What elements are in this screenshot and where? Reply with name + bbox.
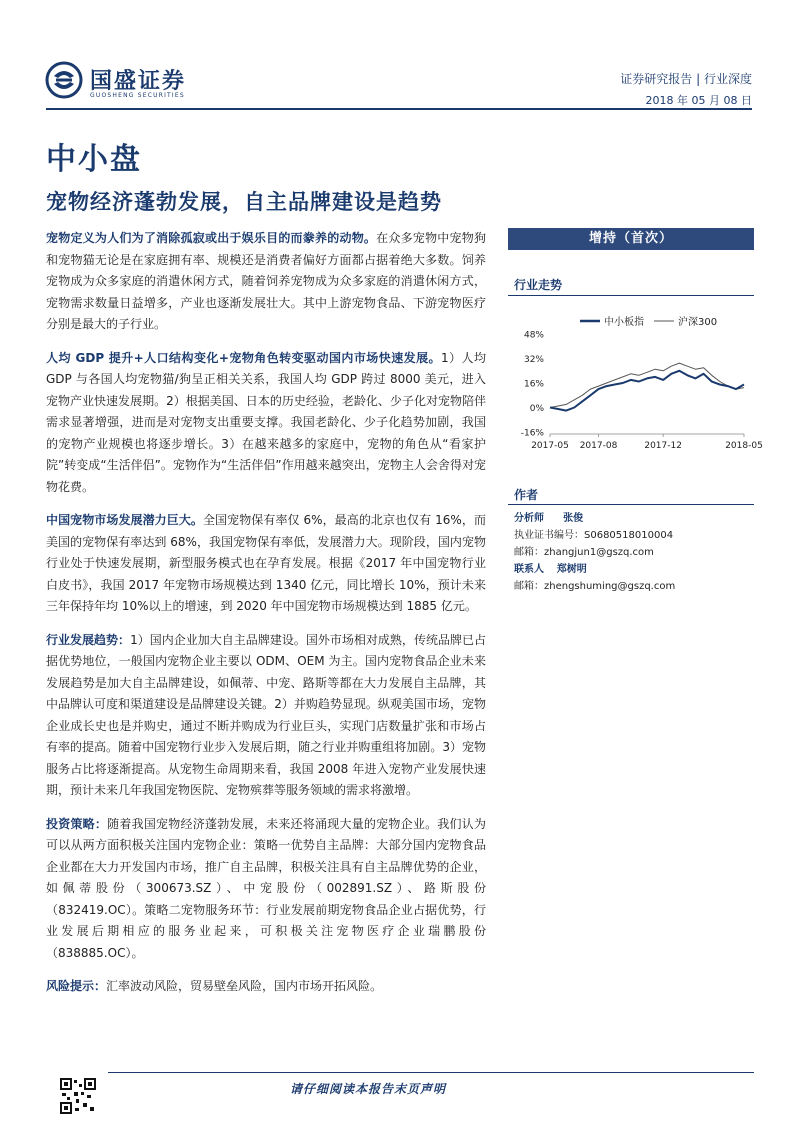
analyst-email-row: [514, 544, 754, 561]
paragraph-text: 1）人均 GDP 与各国人均宠物猫/狗呈正相关关系，我国人均 GDP 跨过 8000 美元，进入宠物产业快速发展期。2）根据美国、日本的历史经验，老龄化、少子化对宠物陪伴需求显著增强，进而是对宠物支出重要支撑。我国老龄化、少子化趋势加剧，我国的宠物产业规模也将逐步增长。3）在越来越多的家庭中，宠物的角色从“看家护院”转变成“生活伴侣”。宠物作为“生活伴侣”作用越来越突出，宠物主人会舍得对宠物花费。: [46, 350, 486, 494]
email-label: 邮箱：: [514, 581, 544, 592]
author-info: [514, 510, 754, 595]
brand-name-en: GUOSHENG SECURITIES: [90, 92, 185, 99]
paragraph-potential: [46, 510, 486, 618]
author-title: 作者: [514, 488, 539, 502]
paragraph-lead: 人均 GDP 提升+人口结构变化+宠物角色转变驱动国内市场快速发展。: [46, 350, 442, 365]
paragraph-lead: 行业发展趋势：: [46, 632, 131, 647]
contact-email-row: [514, 578, 754, 595]
industry-trend-chart: [508, 304, 763, 454]
cert-row: [514, 527, 754, 544]
trend-title: 行业走势: [514, 278, 563, 292]
guosheng-logo-icon: [46, 62, 82, 98]
report-type: 证券研究报告: [620, 72, 693, 86]
paragraph-drivers: [46, 348, 486, 499]
footer-divider: [108, 1072, 754, 1073]
x-tick-label: 2017-12: [644, 441, 682, 451]
x-tick-label: 2018-05: [725, 441, 763, 451]
cert-label: 执业证书编号：: [514, 530, 584, 541]
analyst-email-link[interactable]: zhangjun1@gszq.com: [544, 547, 654, 558]
x-tick-label: 2017-08: [579, 441, 618, 451]
paragraph-risk: [46, 976, 486, 998]
author-divider: [508, 504, 754, 505]
paragraph-text: 随着我国宠物经济蓬勃发展，未来还将涌现大量的宠物企业。我们认为可以从两方面积极关注国内宠物企业：策略一优势自主品牌：大部分国内宠物食品企业都在大力开发国内市场，推广自主品牌，积极关注具有自主品牌优势的企业，如佩蒂股份（300673.SZ）、中宠股份（002891.SZ）、路斯股份（832419.OC）。策略二宠物服务环节：行业发展前期宠物食品企业占据优势，行业发展后期相应的服务业起来，可积极关注宠物医疗企业瑞鹏股份（838885.OC）。: [46, 816, 486, 960]
paragraph-lead: 中国宠物市场发展潜力巨大。: [46, 513, 203, 527]
rating-badge: 增持（首次）: [508, 228, 754, 250]
headline: 宠物经济蓬勃发展，自主品牌建设是趋势: [46, 190, 442, 214]
header-separator: |: [696, 72, 701, 86]
legend-label-zxb: 中小板指: [604, 317, 644, 328]
paragraph-strategy: [46, 814, 486, 965]
brand-name: 国盛证券: [90, 69, 187, 94]
y-tick-label: 32%: [523, 355, 544, 365]
report-date: 2018 年 05 月 08 日: [645, 94, 752, 107]
qr-code-icon: [60, 1078, 96, 1114]
paragraph-text: 1）国内企业加大自主品牌建设。国外市场相对成熟，传统品牌已占据优势地位，一般国内宠物企业主要以 ODM、OEM 为主。国内宠物食品企业未来发展趋势是加大自主品牌建设，如佩蒂、中宠、路斯等都在大力发展自主品牌，其中品牌认可度和渠道建设是品牌建设关键。2）并购趋势显现。纵观美国市场，宠物企业成长史也是并购史，通过不断并购成为行业巨头，实现门店数量扩张和市场占有率的提高。随着中国宠物行业步入发展后期，随之行业并购重组将加剧。3）宠物服务占比将逐渐提高。从宠物生命周期来看，我国 2008 年进入宠物产业发展快速期，预计未来几年我国宠物医院、宠物殡葬等服务领域的需求将激增。: [46, 632, 486, 797]
cert-number: S0680518010004: [584, 530, 674, 541]
contact-label: 联系人: [514, 564, 544, 575]
chart-x-axis: [531, 434, 763, 451]
legend-label-hs300: 沪深300: [678, 317, 718, 328]
section-title: 中小盘: [46, 142, 142, 177]
report-body: [46, 228, 486, 1010]
chart-y-axis: [521, 331, 545, 439]
paragraph-definition: [46, 228, 486, 336]
paragraph-lead: 风险提示：: [46, 979, 107, 993]
trend-divider: [508, 295, 754, 296]
contact-row: [514, 561, 754, 578]
paragraph-text: 全国宠物保有率仅 6%，最高的北京也仅有 16%，而美国的宠物保有率达到 68%，我国宠物保有率低，发展潜力大。现阶段，国内宠物行业处于快速发展期，新型服务模式也在孕育发展。根据《2017 年中国宠物行业白皮书》，我国 2017 年宠物市场规模达到 1340 亿元，同比增长 10%，预计未来三年保持年均 10%以上的增速，到 2020 年中国宠物市场规模达到 1885 亿元。: [46, 513, 486, 613]
paragraph-lead: 投资策略：: [46, 816, 108, 831]
report-type-line: [620, 70, 752, 87]
analyst-name: 张俊: [563, 513, 584, 524]
paragraph-text: 在众多宠物中宠物狗和宠物猫无论是在家庭拥有率、规模还是消费者偏好方面都占据着绝大多数。饲养宠物成为众多家庭的消遣休闲方式，随着饲养宠物成为众多家庭的消遣休闲方式，宠物需求数量日益增多，产业也逐渐发展壮大。其中上游宠物食品、下游宠物医疗分别是最大的子行业。: [46, 231, 486, 331]
y-tick-label: 0%: [529, 404, 544, 414]
paragraph-lead: 宠物定义为人们为了消除孤寂或出于娱乐目的而豢养的动物。: [46, 231, 377, 245]
chart-series: [550, 363, 744, 411]
series-line-hs300: [550, 363, 744, 407]
paragraph-text: 汇率波动风险，贸易壁垒风险，国内市场开拓风险。: [106, 979, 383, 993]
header-divider: [46, 108, 752, 110]
y-tick-label: -16%: [520, 428, 544, 439]
email-label: 邮箱：: [514, 547, 544, 558]
contact-name: 郑树明: [556, 564, 587, 575]
y-tick-label: 48%: [523, 330, 544, 341]
paragraph-trends: [46, 630, 486, 802]
analyst-row: [514, 510, 754, 527]
contact-email-link[interactable]: zhengshuming@gszq.com: [544, 581, 676, 592]
y-tick-label: 16%: [523, 379, 544, 390]
chart-legend: [580, 315, 717, 328]
x-tick-label: 2017-05: [531, 441, 569, 451]
series-line-zxb: [550, 371, 744, 411]
report-category: 行业深度: [703, 72, 752, 86]
analyst-label: 分析师: [514, 513, 544, 524]
footer-disclaimer: 请仔细阅读本报告末页声明: [290, 1082, 447, 1096]
